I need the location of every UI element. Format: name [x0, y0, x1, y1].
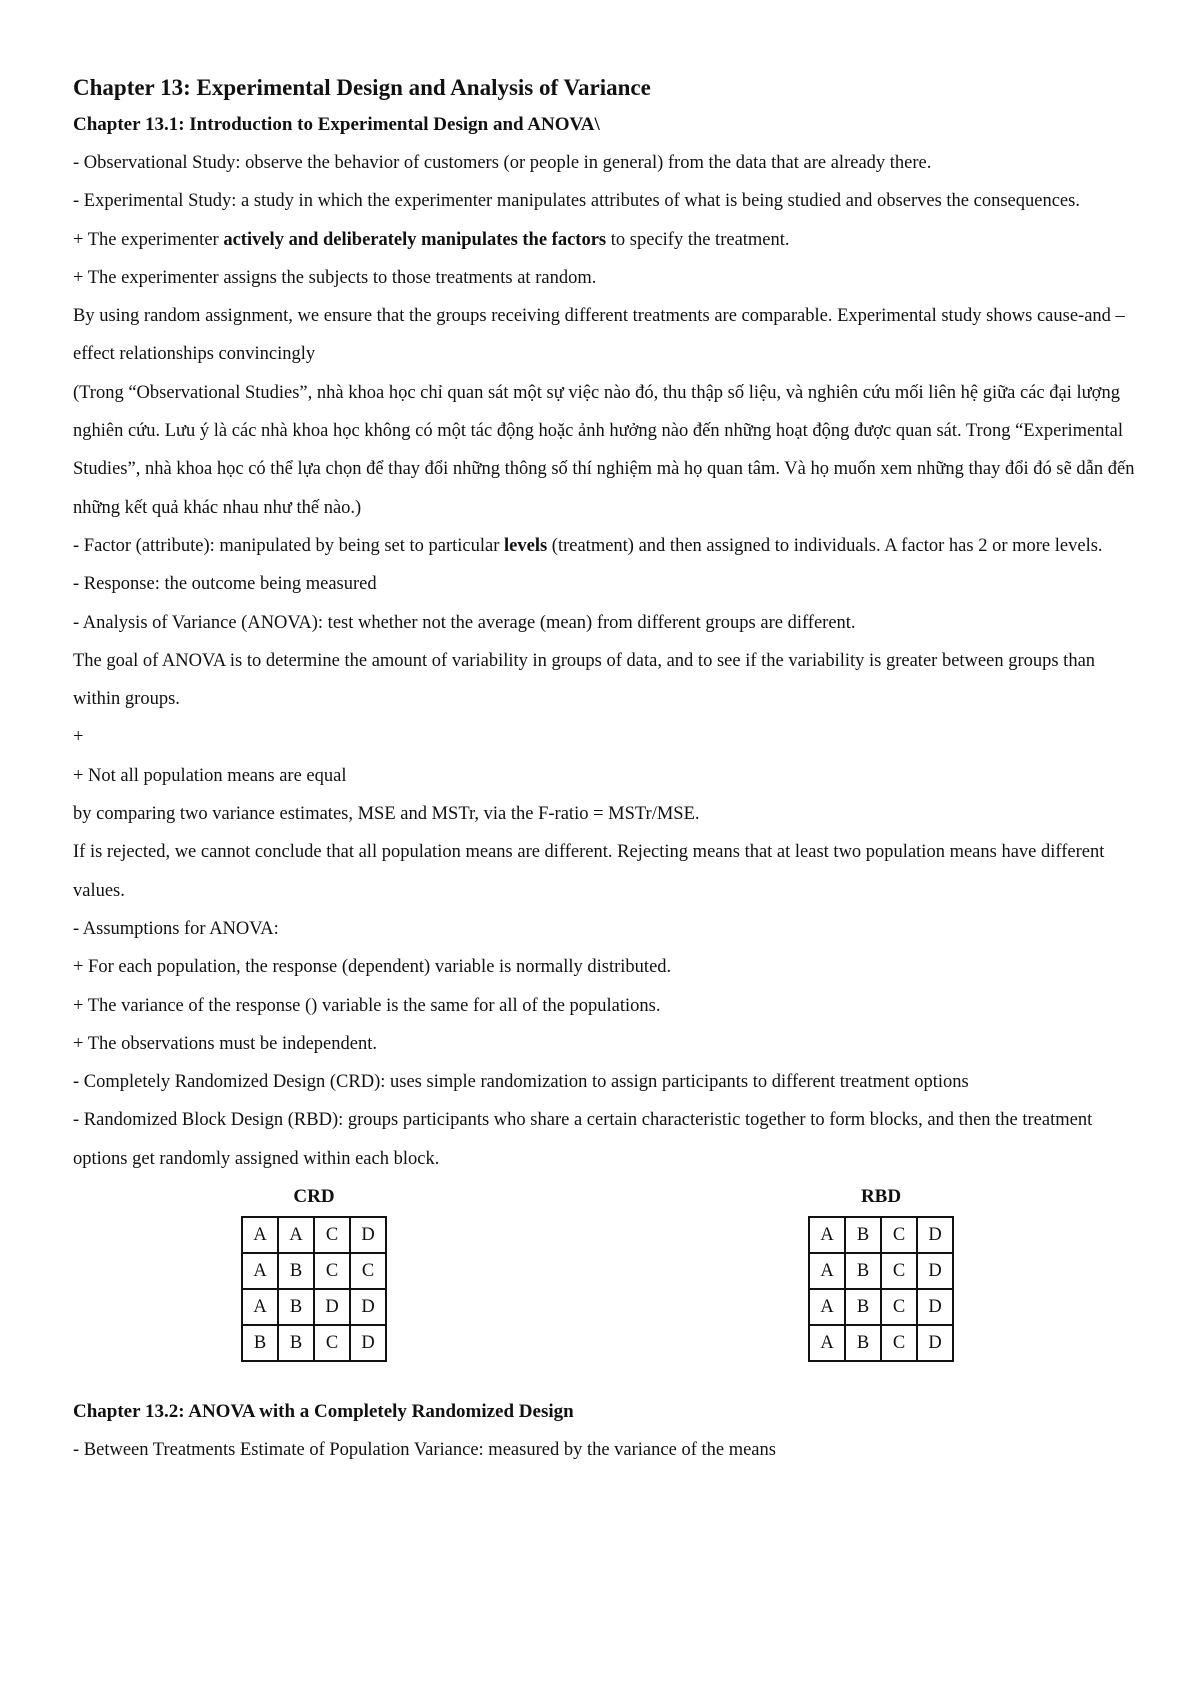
- grid-cell: B: [278, 1325, 314, 1361]
- crd-label: CRD: [293, 1186, 335, 1208]
- grid-cell: C: [314, 1217, 350, 1253]
- grid-row: [242, 1289, 386, 1325]
- grid-cell: C: [314, 1325, 350, 1361]
- grid-cell: B: [278, 1289, 314, 1325]
- assumptions-heading: - Assumptions for ANOVA:: [73, 918, 279, 939]
- grid-cell: B: [242, 1325, 278, 1361]
- grid-row: [809, 1289, 953, 1325]
- grid-cell: A: [809, 1253, 845, 1289]
- grid-cell: D: [314, 1289, 350, 1325]
- grid-cell: A: [809, 1217, 845, 1253]
- grid-cell: C: [881, 1289, 917, 1325]
- grid-cell: D: [917, 1289, 953, 1325]
- grid-cell: A: [809, 1325, 845, 1361]
- grid-cell: B: [845, 1253, 881, 1289]
- crd-definition: - Completely Randomized Design (CRD): uses simple randomization to assign participants to different treatment options: [73, 1072, 969, 1093]
- grid-cell: B: [845, 1289, 881, 1325]
- hypothesis-alt: + Not all population means are equal: [73, 765, 347, 786]
- assumption-independent: + The observations must be independent.: [73, 1033, 377, 1054]
- random-assign: + The experimenter assigns the subjects to those treatments at random.: [73, 267, 597, 288]
- anova-goal: The goal of ANOVA is to determine the amount of variability in groups of data, and to see if the variability is greater between groups than within groups.: [73, 650, 1096, 710]
- grid-cell: D: [917, 1325, 953, 1361]
- observational-study: - Observational Study: observe the behavior of customers (or people in general) from the data that are already there.: [73, 153, 932, 173]
- response-definition: - Response: the outcome being measured: [73, 574, 377, 595]
- factor-post: (treatment) and then assigned to individuals. A factor has 2 or more levels.: [547, 535, 1103, 556]
- grid-cell: C: [881, 1253, 917, 1289]
- grid-cell: D: [917, 1217, 953, 1253]
- grid-cell: D: [350, 1325, 386, 1361]
- rbd-grid: [808, 1216, 954, 1362]
- assumption-normal: + For each population, the response (dependent) variable is normally distributed.: [73, 957, 672, 978]
- grid-cell: B: [278, 1253, 314, 1289]
- grid-cell: D: [350, 1217, 386, 1253]
- grid-cell: A: [242, 1217, 278, 1253]
- between-treatments: - Between Treatments Estimate of Population Variance: measured by the variance of the means: [73, 1440, 776, 1461]
- grid-cell: A: [278, 1217, 314, 1253]
- assumption-variance: + The variance of the response () variable is the same for all of the populations.: [73, 995, 661, 1016]
- grid-row: [809, 1325, 953, 1361]
- grid-cell: D: [917, 1253, 953, 1289]
- section-13-1-heading: Chapter 13.1: Introduction to Experimental Design and ANOVA\: [73, 114, 600, 135]
- grid-cell: A: [242, 1253, 278, 1289]
- document-content: [73, 70, 1143, 1469]
- manip-bold: actively and deliberately manipulates the factors: [223, 229, 607, 250]
- grid-cell: A: [809, 1289, 845, 1325]
- design-grids: [73, 1178, 1143, 1393]
- grid-cell: C: [881, 1325, 917, 1361]
- grid-row: [242, 1217, 386, 1253]
- factor-pre: - Factor (attribute): manipulated by being set to particular: [73, 535, 505, 556]
- grid-cell: D: [350, 1289, 386, 1325]
- grid-cell: B: [845, 1217, 881, 1253]
- factor-bold: levels: [504, 535, 548, 556]
- vietnamese-note: (Trong “Observational Studies”, nhà khoa học chỉ quan sát một sự việc nào đó, thu thập số liệu, và nghiên cứu mối liên hệ giữa các đại lượng nghiên cứu. Lưu ý là các nhà khoa học không có một tác động hoặc ảnh hưởng nào đến những hoạt động được quan sát. Trong “Experimental Studies”, nhà khoa học có thể lựa chọn để thay đổi những thông số thí nghiệm mà họ quan tâm. Và họ muốn xem những thay đổi đó sẽ dẫn đến những kết quả khác nhau như thế nào.): [73, 382, 1135, 518]
- grid-cell: C: [881, 1217, 917, 1253]
- grid-row: [809, 1217, 953, 1253]
- grid-cell: C: [314, 1253, 350, 1289]
- rejection-note: If is rejected, we cannot conclude that all population means are different. Rejecting means that at least two population means have different values.: [73, 842, 1105, 901]
- manipulates-factors: [73, 221, 1143, 259]
- random-assignment-para: By using random assignment, we ensure that the groups receiving different treatments are comparable. Experimental study shows cause-and –effect relationships convincingly: [73, 306, 1125, 365]
- grid-row: [242, 1325, 386, 1361]
- rbd-definition: - Randomized Block Design (RBD): groups participants who share a certain characteristic together to form blocks, and then the treatment options get randomly assigned within each block.: [73, 1110, 1093, 1169]
- manip-post: to specify the treatment.: [606, 229, 790, 250]
- rbd-grid-block: [808, 1178, 954, 1362]
- grid-row: [809, 1253, 953, 1289]
- rbd-label: RBD: [860, 1186, 902, 1208]
- anova-definition: - Analysis of Variance (ANOVA): test whether not the average (mean) from different groups are different.: [73, 612, 856, 633]
- grid-cell: B: [845, 1325, 881, 1361]
- hypothesis-null: +: [73, 727, 84, 748]
- chapter-title: Chapter 13: Experimental Design and Analysis of Variance: [73, 75, 651, 100]
- factor-definition: [73, 527, 1143, 565]
- grid-cell: A: [242, 1289, 278, 1325]
- crd-grid: [241, 1216, 387, 1362]
- grid-cell: C: [350, 1253, 386, 1289]
- f-ratio: by comparing two variance estimates, MSE and MSTr, via the F-ratio = MSTr/MSE.: [73, 804, 700, 825]
- manip-pre: + The experimenter: [73, 229, 224, 250]
- grid-row: [242, 1253, 386, 1289]
- crd-grid-block: [241, 1178, 387, 1362]
- experimental-study: - Experimental Study: a study in which the experimenter manipulates attributes of what is being studied and observes the consequences.: [73, 191, 1080, 212]
- section-13-2-heading: Chapter 13.2: ANOVA with a Completely Randomized Design: [73, 1401, 574, 1423]
